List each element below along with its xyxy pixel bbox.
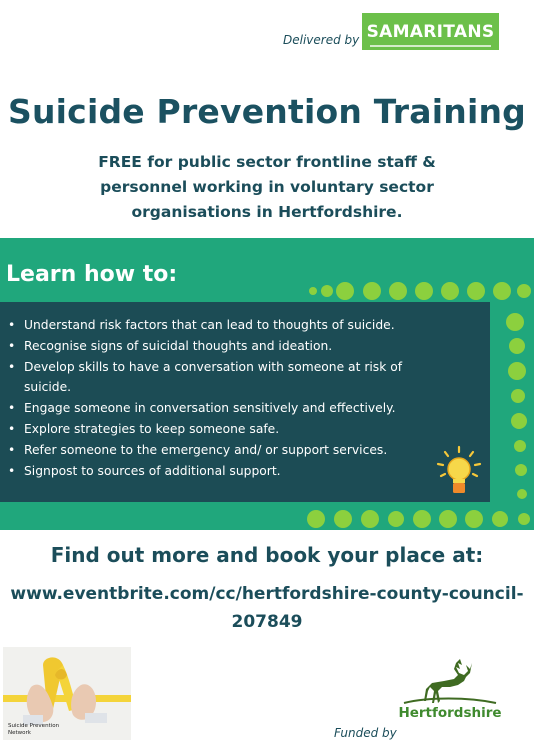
funded-by-label: Funded by [334,726,397,740]
photo-caption-line: Network [8,729,31,736]
subtitle [40,150,494,225]
delivered-by-label: Delivered by [283,33,360,47]
list-item: • Explore strategies to keep someone safe. [8,419,448,440]
list-item: • Refer someone to the emergency and/ or support services. [8,440,448,461]
lightbulb-icon [436,445,482,497]
hertfordshire-logo-text: Hertfordshire [398,705,502,721]
learn-band [0,238,534,530]
samaritans-logo-text: SAMARITANS [366,21,495,42]
url-line[interactable]: 207849 [231,612,303,632]
page-title: Suicide Prevention Training [8,92,526,131]
photo-caption [8,723,88,736]
registration-link[interactable] [0,580,534,636]
list-item: • Signpost to sources of additional support. [8,461,448,482]
list-item: • Engage someone in conversation sensitively and effectively. [8,398,448,419]
subtitle-line: FREE for public sector frontline staff & [98,153,436,171]
samaritans-logo [362,13,499,50]
list-item: • Recognise signs of suicidal thoughts and ideation. [8,336,448,357]
learn-heading: Learn how to: [6,262,178,287]
cta-heading: Find out more and book your place at: [50,543,484,567]
learn-box [0,302,490,502]
photo-caption-line: Suicide Prevention [8,723,60,729]
network-photo [3,647,131,740]
subtitle-line: personnel working in voluntary sector [100,178,434,196]
url-line[interactable]: www.eventbrite.com/cc/hertfordshire-county-council- [10,584,524,604]
learn-list [8,315,448,481]
list-item: • Understand risk factors that can lead to thoughts of suicide. [8,315,448,336]
subtitle-line: organisations in Hertfordshire. [131,203,403,221]
logo-underline [370,44,491,47]
list-item: • Develop skills to have a conversation with someone at risk of suicide. [8,357,423,399]
